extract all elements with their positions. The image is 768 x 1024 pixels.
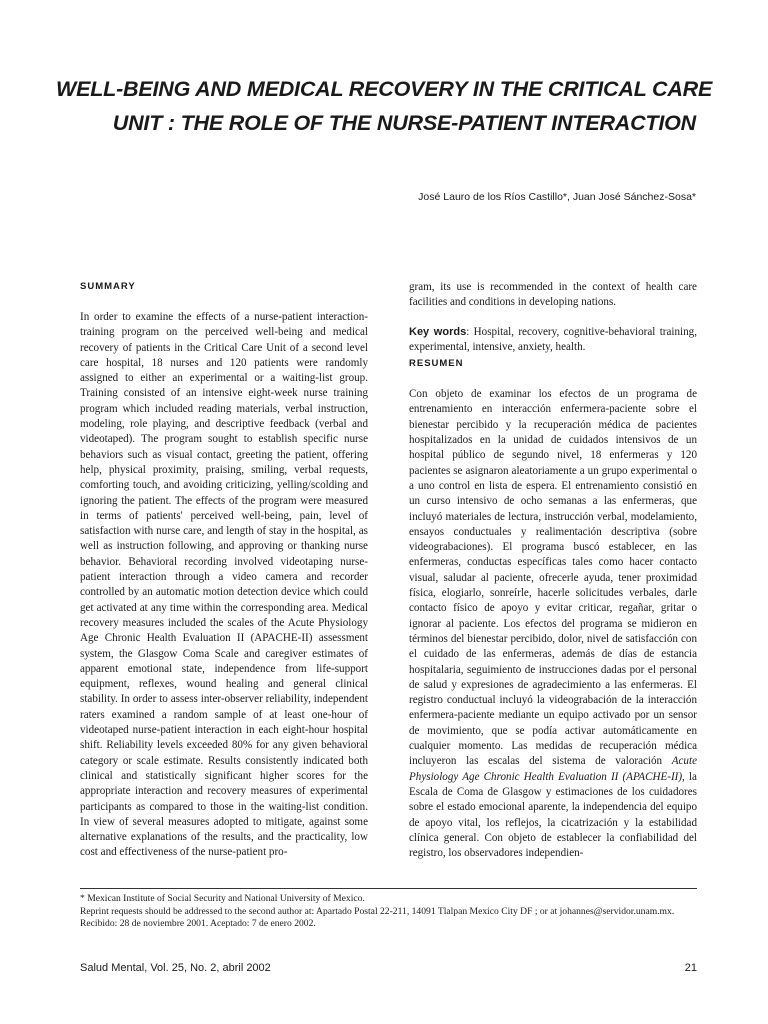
summary-heading: SUMMARY <box>80 281 136 292</box>
author-list: José Lauro de los Ríos Castillo*, Juan José Sánchez-Sosa* <box>418 191 696 203</box>
summary-continuation: gram, its use is recommended in the context of health care facilities and conditions in developing nations. <box>409 281 697 309</box>
footnote-reprint: Reprint requests should be addressed to the second author at: Apartado Postal 22-211, 14091 Tlalpan Mexico City DF ; or at johannes@servidor.unam.mx. <box>80 905 675 917</box>
resumen-text-part-2: , la Escala de Coma de Glasgow y estimaciones de los cuidadores sobre el estado emocional aparente, la independencia del equipo de apoyo vital, los reflejos, la cicatrización y la estabilidad clínica general. Con objeto de establecer la confiabilidad del registro, los observadores independien- <box>409 770 697 860</box>
footnote-affiliation: * Mexican Institute of Social Security and National University of Mexico. <box>80 893 365 904</box>
title-line-2: UNIT : THE ROLE OF THE NURSE-PATIENT INTERACTION <box>112 111 696 135</box>
article-title <box>56 72 713 140</box>
keywords <box>409 325 697 356</box>
page-number: 21 <box>684 962 697 974</box>
resumen-text-part-1: Con objeto de examinar los efectos de un programa de entrenamiento en interacción enfermera-paciente sobre el bienestar percibido y la recuperación médica de pacientes hospitalizados en la unidad de cuidados intensivos de un hospital público de segundo nivel, 18 enfermeras y 120 pacientes se asignaron aleatoriamente a un grupo experimental o a uno control en lista de espera. El entrenamiento consistió en un curso intensivo de ocho semanas a las enfermeras, que incluyó materiales de lectura, instrucción verbal, modelamiento, ensayos conductuales y realimentación descriptiva (sobre videograbaciones). El programa buscó establecer, en las enfermeras, conductas específicas tales como hacer contacto visual, saludar al paciente, ofrecerle ayuda, tener proximidad física, elogiarlo, sonreírle, hacerle solicitudes verbales, darle contacto físico de apoyo y evitar criticar, regañar, gritar o ignorar al paciente. Los efectos del programa se midieron en términos del bienestar percibido, dolor, nivel de satisfacción con el cuidado de las enfermeras, además de días de estancia hospitalaria, seguimiento de instrucciones dadas por el personal de salud y expresiones de agradecimiento a las enfermeras. El registro conductual incluyó la videograbación de la interacción enfermera-paciente mediante un equipo activado por un sensor de movimiento, que se podía activar automáticamente en cualquier momento. Las medidas de recuperación médica incluyeron las escalas del sistema de valoración <box>409 388 697 768</box>
resumen-italic-term: Acute Physiology Age Chronic Health Evaluation II (APACHE-II) <box>409 755 697 783</box>
left-column <box>80 280 368 861</box>
summary-text: In order to examine the effects of a nurse-patient interaction-training program on the perceived well-being and medical recovery of patients in the Critical Care Unit of a second level care hospital, 18 nurses and 120 patients were randomly assigned to either an experimental or a waiting-list group. Training consisted of an intensive eight-week nurse training program which included reading materials, verbal instruction, modeling, role playing, and descriptive feedback (verbal and videotaped). The program sought to establish specific nurse behaviors such as visual contact, greeting the patient, offering help, physical proximity, praising, smiling, verbal requests, comforting touch, and avoiding criticizing, yelling/scolding and ignoring the patient. The effects of the program were measured in terms of patients' perceived well-being, pain, level of satisfaction with nurse care, and length of stay in the hospital, as well as instruction following, and approving or thanking nurse behavior. Behavioral recording involved videotaping nurse-patient interaction through a video camera and recorder controlled by an automatic motion detection device which could get activated at any time within the corresponding area. Medical recovery measures included the scales of the Acute Physiology Age Chronic Health Evaluation II (APACHE-II) assessment system, the Glasgow Coma Scale and caregiver estimates of apparent emotional state, independence from life-support equipment, reflexes, wound healing and general clinical stability. In order to assess inter-observer reliability, independent raters examined a random sample of at least one-hour of videotaped nurse-patient interaction in each eight-hour hospital shift. Reliability levels exceeded 80% for any given behavioral category or scale estimate. Results consistently indicated both clinical and statistically significant higher scores for the appropriate interaction and recovery measures of experimental participants as compared to those in the waiting-list condition. In view of several measures adopted to mitigate, against some alternative explanations of the results, and the practicality, low cost and effectiveness of the nurse-patient pro- <box>80 311 368 859</box>
journal-citation: Salud Mental, Vol. 25, No. 2, abril 2002 <box>80 962 271 974</box>
resumen-text <box>409 387 697 861</box>
title-line-1: WELL-BEING AND MEDICAL RECOVERY IN THE CRITICAL CARE <box>56 77 713 101</box>
keywords-text: : Hospital, recovery, cognitive-behavioral training, experimental, intensive, anxiety, health. <box>409 325 697 353</box>
footnote-received: Recibido: 28 de noviembre 2001. Aceptado: 7 de enero 2002. <box>80 918 316 930</box>
keywords-label: Key words <box>409 325 467 338</box>
right-column <box>409 280 697 861</box>
footnotes <box>80 893 697 931</box>
footnote-divider <box>80 888 697 889</box>
resumen-heading: RESUMEN <box>409 358 464 370</box>
